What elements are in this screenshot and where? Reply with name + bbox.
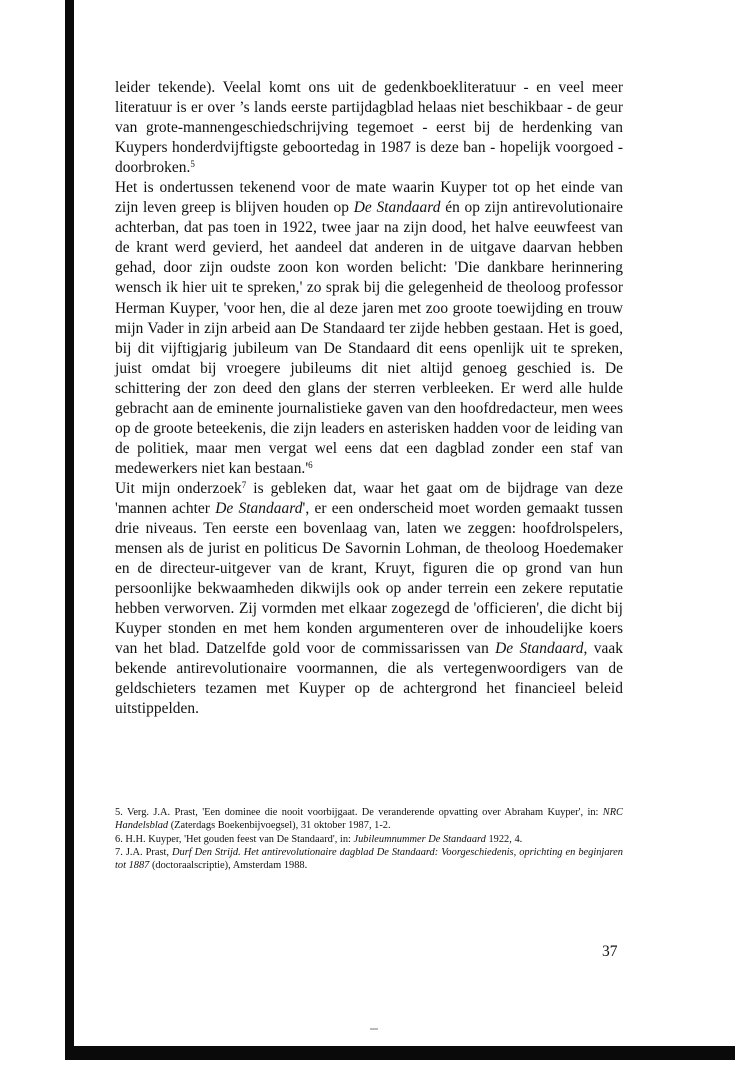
scan-border-left: [65, 0, 74, 1052]
italic-text: NRC Handelsblad: [115, 807, 623, 832]
footnote-ref: 7: [241, 479, 247, 490]
text-run: én op zijn antirevolutionaire achterban, dat pas toen in 1922, twee jaar na zijn dood, het halve eeuwfeest van de krant werd gevierd, het aandeel dat anderen in de uitgave daarvan hebben gehad, door zijn oudste zoon kon worden belicht: 'Die dankbare herinnering wensch ik hier uit te spreken,' zo sprak bij die gelegenheid de theoloog professor Herman Kuyper, 'voor hen, die al deze jaren met zoo groote toewijding en trouw mijn Vader in zijn arbeid aan De Standaard ter zijde hebben gestaan. Het is goed, bij dit vijftigjarig jubileum van De Standaard dit eens openlijk uit te spreken, juist omdat bij vroegere jubileums dit niet altijd genoeg geschied is. De schittering der zon deed den glans der sterren verbleeken. Er werd alle hulde gebracht aan de eminente journalistieke gaven van den hoofdredacteur, men wees op de groote beteekenis, die zijn leaders en asterisken hadden voor de leiding van de politiek, maar men vergat wel eens dat een dagblad zonder een staf van medewerkers niet kan bestaan.': [115, 199, 623, 477]
italic-text: Jubileumnummer De Standaard: [353, 833, 486, 845]
paragraph-2: [115, 178, 623, 479]
scan-border-bottom: [65, 1046, 735, 1060]
italic-text: De Standaard: [353, 199, 441, 217]
italic-text: De Standaard: [215, 499, 303, 517]
text-run: leider tekende). Veelal komt ons uit de gedenkboekliteratuur - en veel meer literatuur is er over ’s lands eerste partijdagblad helaas niet beschikbaar - de geur van grote-mannengeschiedschrijving tegemoet - eerst bij de herdenking van Kuypers honderdvijftigste geboortedag in 1987 is deze ban - hopelijk voorgoed - doorbroken.: [115, 79, 623, 177]
page-number: 37: [602, 943, 618, 960]
footnote-ref: 5: [190, 159, 195, 170]
body-text: [115, 78, 623, 720]
text-run: (Zaterdags Boekenbijvoegsel), 31 oktober 1987, 1-2.: [168, 820, 391, 832]
text-run: is gebleken dat, waar het gaat om de bijdrage van deze 'mannen achter: [115, 479, 623, 517]
text-run: 6. H.H. Kuyper, 'Het gouden feest van De Standaard', in:: [115, 833, 354, 845]
text-run: Uit mijn onderzoek: [115, 479, 242, 497]
text-run: ', er een onderscheid moet worden gemaakt tussen drie niveaus. Ten eerste een bovenlaag van, laten we zeggen: hoofdrolspelers, mensen als de jurist en politicus De Savornin Lohman, de theoloog Hoedemaker en de directeur-uitgever van de krant, Kruyt, figuren die op grond van hun persoonlijke bekwaamheden dikwijls ook op ander terrein een zekere reputatie hebben verworven. Zij vormden met elkaar zogezegd de 'officieren', die dicht bij Kuyper stonden en met hem konden argumenteren over de inhoudelijke koers van het blad. Datzelfde gold voor de commissarissen van: [115, 499, 623, 658]
text-run: (doctoraalscriptie), Amsterdam 1988.: [149, 860, 308, 872]
text-run: , vaak bekende antirevolutionaire voormannen, die als vertegenwoordigers van de geldschieters tezamen met Kuyper op de achtergrond het financieel beleid uitstippelden.: [115, 640, 623, 718]
footnote-7: [115, 846, 623, 873]
footnote-6: [115, 833, 623, 846]
paragraph-1: [115, 78, 623, 178]
footnotes: [115, 806, 623, 872]
footnote-5: [115, 806, 623, 833]
text-run: Het is ondertussen tekenend voor de mate waarin Kuyper tot op het einde van zijn leven greep is blijven houden op: [115, 179, 623, 217]
italic-text: Durf Den Strijd. Het antirevolutionaire dagblad De Standaard: Voorgeschiedenis, oprichting en beginjaren tot 1887: [115, 846, 623, 872]
text-run: 7. J.A. Prast,: [115, 846, 172, 858]
text-run: 1922, 4.: [485, 833, 523, 845]
text-run: 5. Verg. J.A. Prast, 'Een dominee die nooit voorbijgaat. De veranderende opvatting over Abraham Kuyper', in:: [115, 807, 603, 818]
footnote-ref: 6: [308, 459, 313, 470]
paragraph-3: [115, 479, 623, 720]
italic-text: De Standaard: [495, 640, 584, 658]
scan-smudge: [370, 1028, 378, 1030]
